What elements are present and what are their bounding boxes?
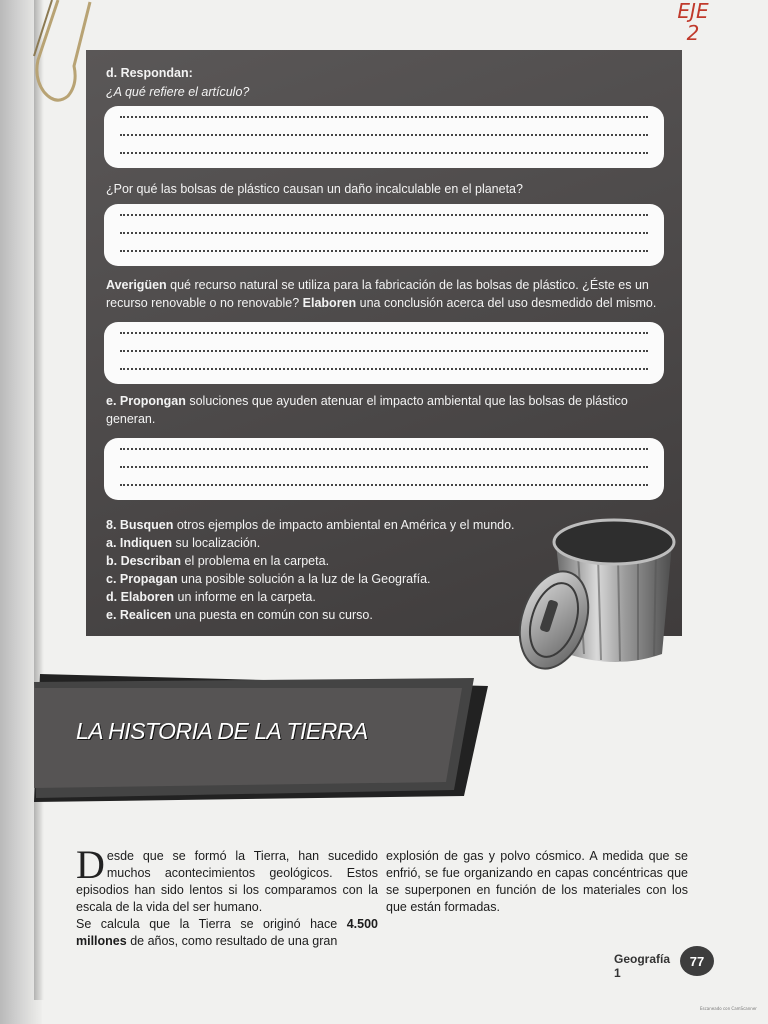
answer-line (120, 214, 648, 216)
answer-line (120, 350, 648, 352)
body-column-2 (386, 848, 688, 916)
answer-line (120, 232, 648, 234)
activity-e (106, 392, 666, 428)
activity-8b-verb: b. Describan (106, 554, 182, 568)
body-paragraph-2-text-c: de años, como resultado de una gran (126, 934, 338, 948)
activity-8c-text: una posible solución a la luz de la Geografía. (177, 572, 431, 586)
handwritten-number: 2 (686, 21, 700, 45)
body-paragraph-2-text-a: Se calcula que la Tierra se originó hace (76, 917, 347, 931)
question-3-text-2: recurso renovable o no renovable? (106, 296, 303, 310)
scanner-watermark: Escaneado con CamScanner (700, 1006, 757, 1011)
question-3-text-3: una conclusión acerca del uso desmedido del mismo. (356, 296, 657, 310)
question-3-text-1: qué recurso natural se utiliza para la fabricación de las bolsas de plástico. ¿Éste es un (166, 278, 649, 292)
body-paragraph-1 (76, 842, 378, 916)
activity-d-heading: d. Respondan: (106, 66, 193, 80)
activity-e-text: soluciones que ayuden atenuar el impacto ambiental que las bolsas de plástico (185, 394, 628, 408)
question-1: ¿A qué refiere el artículo? (106, 85, 250, 99)
activity-8e-verb: e. Realicen (106, 608, 172, 622)
answer-line (120, 152, 648, 154)
body-column-1 (76, 842, 378, 950)
body-paragraph-2 (76, 916, 378, 950)
handwritten-eje: EJE (677, 0, 709, 23)
answer-box-3[interactable] (104, 322, 664, 384)
activity-8c-verb: c. Propagan (106, 572, 178, 586)
handwritten-note (668, 0, 718, 50)
activity-8d-text: un informe en la carpeta. (174, 590, 316, 604)
answer-line (120, 332, 648, 334)
activity-8e-text: una puesta en común con su curso. (171, 608, 373, 622)
answer-line (120, 466, 648, 468)
answer-line (120, 134, 648, 136)
answer-line (120, 250, 648, 252)
body-paragraph-2-emphasis: 4.500 millones (76, 917, 378, 948)
activity-8-verb: 8. Busquen (106, 518, 174, 532)
question-3-verb-1: Averigüen (106, 278, 167, 292)
footer-book-label: Geografía 1 (614, 952, 671, 980)
answer-line (120, 116, 648, 118)
drop-cap: D (76, 842, 105, 887)
section-title: LA HISTORIA DE LA TIERRA (76, 718, 368, 744)
activity-8d-verb: d. Elaboren (106, 590, 175, 604)
answer-box-4[interactable] (104, 438, 664, 500)
activity-8-text: otros ejemplos de impacto ambiental en América y el mundo. (173, 518, 515, 532)
answer-box-1[interactable] (104, 106, 664, 168)
body-paragraph-1-text: esde que se formó la Tierra, han sucedido muchos acontecimientos geológicos. Estos episodios han sido lentos si los comparamos con la escala de la vida del ser humano. (76, 849, 378, 914)
activity-8 (106, 516, 546, 624)
question-2: ¿Por qué las bolsas de plástico causan un daño incalculable en el planeta? (106, 182, 523, 196)
body-paragraph-3: explosión de gas y polvo cósmico. A medida que se enfrió, se fue organizando en capas concéntricas que se superponen en función de los materiales con los que están formadas. (386, 849, 688, 914)
activity-8a-text: su localización. (171, 536, 261, 550)
answer-box-2[interactable] (104, 204, 664, 266)
answer-line (120, 448, 648, 450)
trash-can-icon (516, 514, 682, 674)
question-3 (106, 276, 666, 312)
page-number-badge: 77 (680, 946, 714, 976)
activity-8b-text: el problema en la carpeta. (181, 554, 330, 568)
question-3-verb-2: Elaboren (302, 296, 357, 310)
spine-shadow (34, 0, 44, 1000)
activity-e-verb: e. Propongan (106, 394, 186, 408)
answer-line (120, 368, 648, 370)
activity-8a-verb: a. Indiquen (106, 536, 172, 550)
activity-e-text-2: generan. (106, 412, 156, 426)
answer-line (120, 484, 648, 486)
